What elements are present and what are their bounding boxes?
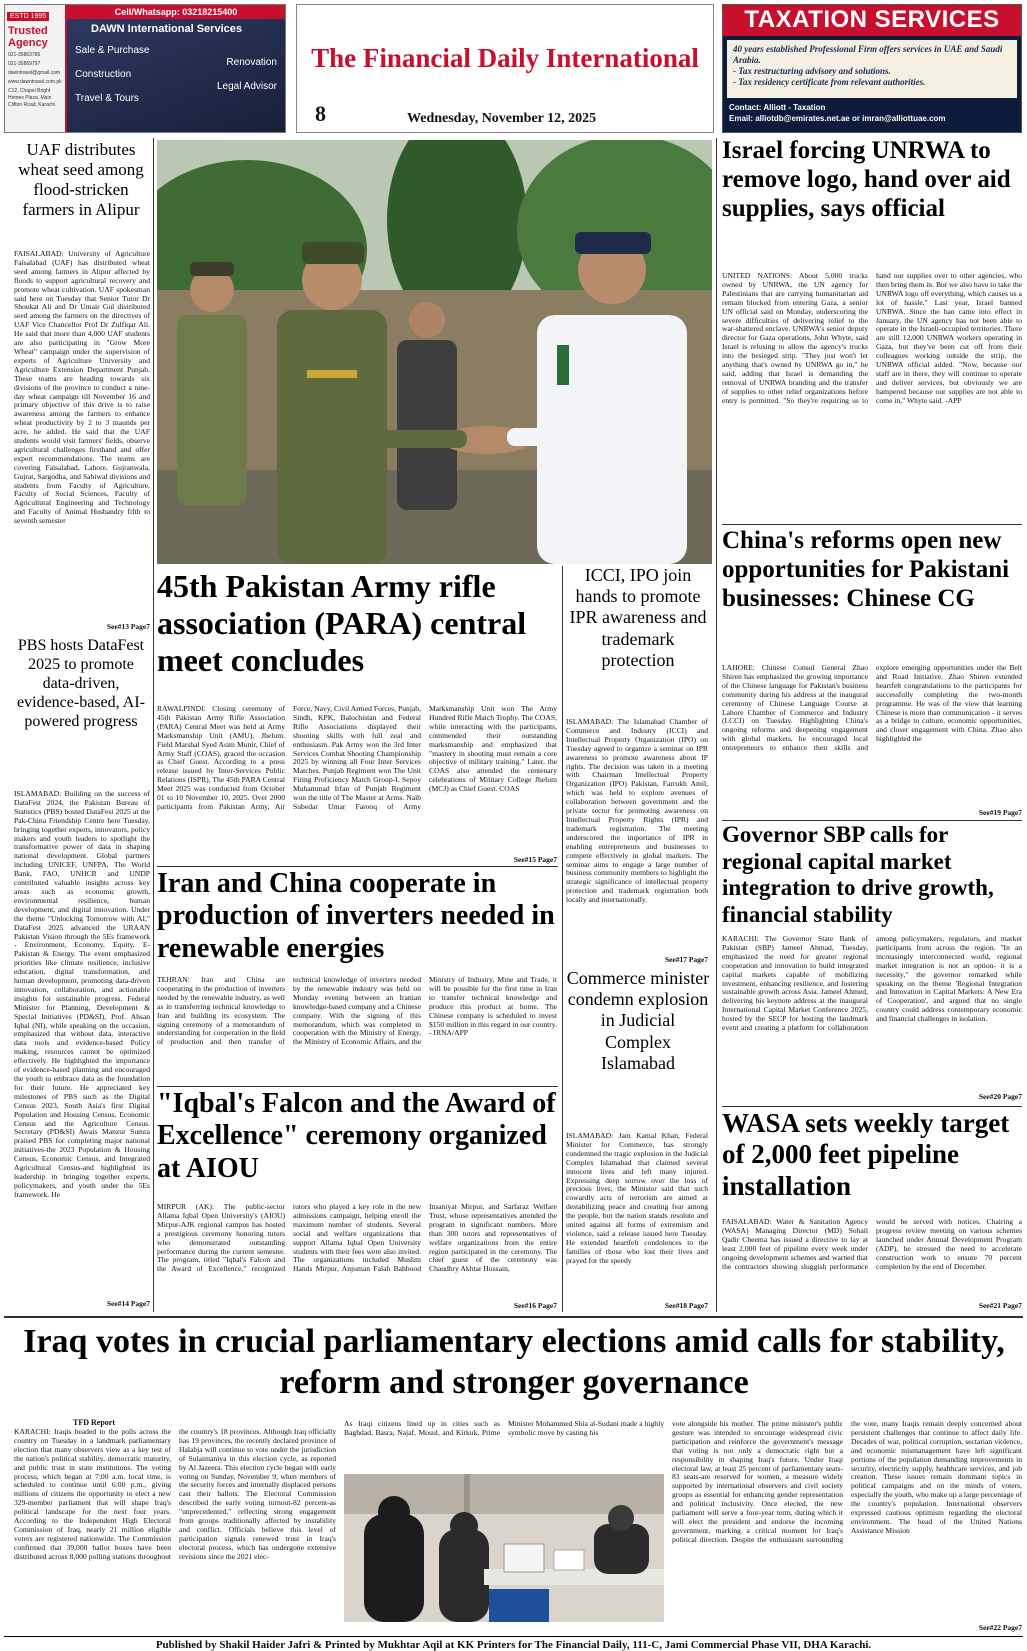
dawn-company-name: DAWN International Services (91, 23, 242, 35)
section-rule (157, 1086, 558, 1087)
para-headline: 45th Pakistan Army rifle association (PARA) central meet concludes (157, 568, 527, 679)
agency-contact-5: C12, Chapel Bright Homes Plaza, Main Clifton Road, Karachi (8, 88, 56, 108)
commerce-body: ISLAMABAD: Jam Kamal Khan, Federal Minister for Commerce, has strongly condemned the tragic explosion in the Judicial Complex Islamabad that claimed several innocent lives and left many injured. Expressing deep sorrow over the loss of precious lives, the Minister said that such cowardly acts of terrorism are aimed at destabilizing peace and creating fear among the people, but the nation stands resolute and united against all forms of extremism and violence, said a release issued here Tuesday. He extended heartfelt condolences to the families of those who lost their lives and prayed for the speedy (566, 1132, 708, 1265)
taxation-line: - Tax residency certificate from relevant authorities. (733, 77, 926, 87)
column-rule (153, 138, 154, 1312)
pbs-continuation: See#14 Page7 (106, 1299, 150, 1308)
taxation-email: Email: alliotdb@emirates.net.ae or imran@alliottuae.com (729, 114, 946, 123)
section-rule (722, 820, 1022, 821)
uaf-continuation: See#13 Page7 (106, 622, 150, 631)
iqbal-body: MIRPUR (AK): The public-sector Allama Iqbal Open University's (AIOU) Mirpur-AJK regional campus has hosted a prestigious ceremony honoring tutors who demonstrated outstanding performance during the current semester. The program, titled "Iqbal's Falcon and the Award of Excellence," recognized tutors who played a key role in the new admissions campaign, helping enroll the maximum number of students. Several social and welfare organizations that support Allama Iqbal Open University students with their fees were also invited. The organizations included Muslim Hands Mirpur, Anjuman Falah Bahbood Insaniyat Mirpur, and Sarfaraz Welfare Trust, whose representatives attended the program in significant numbers. More than 300 tutors and representatives of welfare organizations from the entire region participated in the ceremony. The chief guest of the ceremony was Chaudhry Akhtar Hussain, (157, 1203, 557, 1274)
whatsapp-contact: Cell/Whatsapp: 03218215400 (67, 5, 285, 19)
service-item: Renovation (226, 57, 277, 68)
iraq-polling-illustration (344, 1474, 664, 1622)
section-rule (722, 1106, 1022, 1107)
wasa-body: FAISALABAD: Water & Sanitation Agency (WASA) Managing Director (MD) Sohail Qadir Cheema has issued a directive to lay at least 2,000 feet of pipeline every week under ongoing development schemes and warned that the contractors showing sluggish performance would be served with notices. Chairing a progress review meeting on various schemes launched under Annual Development Program (ADP), he stressed the need to accelerate construction work to ensure 70 percent completion by the end of December. (722, 1218, 1022, 1271)
agency-contact-2: 021-35869797 (8, 61, 41, 67)
page-number: 8 (315, 101, 326, 126)
service-item: Construction (75, 69, 132, 80)
icci-headline: ICCI, IPO join hands to promote IPR awareness and trademark protection (569, 565, 707, 670)
army-ceremony-illustration (157, 140, 712, 564)
masthead (296, 4, 714, 133)
iraq-byline: TFD Report (73, 1418, 115, 1427)
israel-headline: Israel forcing UNRWA to remove logo, hand over aid supplies, says official (722, 137, 1011, 222)
taxation-contact (723, 98, 1021, 128)
china-continuation: See#19 Page7 (978, 808, 1022, 817)
dawn-international-ad (4, 4, 286, 133)
wasa-continuation: See#21 Page7 (978, 1301, 1022, 1310)
iraq-headline: Iraq votes in crucial parliamentary elections amid calls for stability, reform and stronger governance (23, 1323, 1005, 1401)
iraq-body-right: vote alongside his mother. The prime minister's public gesture was intended to encourage widespread civic participation and reinforce the government's message that voting is not only a democratic right but a responsibility in shaping Iraq's future. Under Iraqi electoral law, at least 25 percent of parliamentary seats-83 seats-are reserved for women, a measure widely supported by international observers and civil society groups as essential for enhancing gender representation and political inclusivity. Once elected, the new parliament will serve a four-year term, during which it will elect the president and endorse the incoming government, marking a critical moment for Iraq's political direction. Despite the enthusiasm surrounding the vote, many Iraqis remain deeply concerned about persistent challenges that continue to affect daily life. Decades of war, political corruption, sectarian violence, and economic mismanagement have left significant portions of the population demanding improvements in security, electricity supply, healthcare services, and job creation. These issues remain dominant topics in political campaigns and on the minds of voters, especially the youth, who make up a large percentage of the country's population. International observers expressed cautious optimism regarding the electoral environment. The head of the United Nations Assistance Mission (672, 1420, 1022, 1544)
agency-contact-4: www.dawntravel.com.pk (8, 79, 62, 85)
sbp-body: KARACHI: The Governor State Bank of Pakistan (SBP) Jameel Ahmad, Tuesday, emphasized the need for greater regional cooperation and innovation to build integrated capital markets capable of mobilizing investment, enhancing resilience, and fostering sustainable growth across Asia. Jameel Ahmed, delivering his keynote address at the inaugural International Capital Market Conference 2025, hosted by the SECP for hosting the landmark event and creating a platform for collaboration among policymakers, regulators, and market participants from across the region. "In an increasingly interconnected world, regional market integration is not an option- it is a necessity," the governor remarked while speaking on the theme 'Regional Integration and Innovation in Capital Markets: A New Era of Cooperation', and argued that no single country could address contemporary economic and financial challenges in isolation. (722, 935, 1022, 1033)
icci-body: ISLAMABAD: The Islamabad Chamber of Commerce and Industry (ICCI) and Intellectual Property Organization (IPO) on Tuesday agreed to organize a seminar on IPR awareness to promote awareness about IP rights. The decision was taken in a meeting with Chairman Intellectual Property Organization (IPO) Pakistan, Farrukh Amil, which was held to explore avenues of collaboration between government and the private sector for promoting awareness on Intellectual Property Rights (IPR) and trademark registration. The meeting underscored the importance of IPR in enabling entrepreneurs and businesses to compete effectively in global markets. The seminar aims to engage a large number of business community members to highlight the strategic significance of intellectual property protection and trademark registration both locally and internationally. (566, 718, 708, 905)
taxation-line: - Tax restructuring advisory and solutions. (733, 66, 891, 76)
section-rule (157, 866, 558, 867)
section-rule (4, 1316, 1023, 1318)
israel-body: UNITED NATIONS: About 5,000 trucks owned by UNRWA, the UN agency for Palestinians that are carrying humanitarian aid remain blocked from entering Gaza, a senior UN official said on Monday, underscoring the severe difficulties of delivering relief to the war-shattered enclave. UNRWA's senior deputy director for Gaza operations, John Whyte, said Israel is refusing to allow the agency's trucks into the besieged strip. "They just won't let anything that's owned by UNRWA go in," he said, adding that Israel is demanding the removal of UNRWA branding and the transfer of supplies to other relief organizations before entry is permitted. "So they're requiring us to hand our supplies over to other agencies, who then bring them in. But we also have to take the UNRWA logo off everything, which causes us a lot of hassle." Last year, Israel banned UNRWA. Since the ban came into effect in January, the UN agency has not been able to operate in the Israeli-occupied territories. There are still 12,000 UNRWA workers operating in Gaza, but they've been cut off from their colleagues working outside the strip, the UNRWA official added. "Now, because our staff are in there, they will continue to operate and deliver services, but obviously we are hampered because our supplies are not able to come in," Whyte said. -APP (722, 272, 1022, 405)
commerce-continuation: See#18 Page7 (664, 1301, 708, 1310)
agency-contact-1: 021-35863785 (8, 52, 41, 58)
iraq-body-mid: As Iraqi citizens lined up in cities such as Baghdad, Basra, Najaf, Mosul, and Kirkuk, Prime Minister Mohammed Shia al-Sudani made a highly symbolic move by casting his (344, 1420, 664, 1437)
section-rule (722, 524, 1022, 525)
icci-continuation: See#17 Page7 (664, 955, 708, 964)
taxation-line: 40 years established Professional Firm offers services in UAE and Saudi Arabia. (733, 44, 1003, 65)
iqbal-continuation: See#16 Page7 (513, 1301, 557, 1310)
service-item: Sale & Purchase (75, 45, 150, 56)
dawn-services-panel (67, 5, 285, 132)
taxation-heading: TAXATION SERVICES (723, 5, 1021, 36)
agency-contact-3: dawntravel@gmail.com (8, 70, 61, 76)
column-rule (716, 138, 717, 1312)
iran-headline: Iran and China cooperate in production of inverters needed in renewable energies (157, 868, 555, 964)
estd-badge: ESTD 1995 (7, 12, 49, 21)
iraq-continuation: See#22 Page7 (978, 1623, 1022, 1632)
sbp-headline: Governor SBP calls for regional capital market integration to drive growth, financial stability (722, 822, 994, 928)
para-body: RAWALPINDI: Closing ceremony of 45th Pakistan Army Rifle Association (PARA) Central Meet was held at Army Marksmanship Unit (AMU), Jhelum. Field Marshal Syed Asim Munir, Chief of Army Staff (COAS), graced the occasion as Chief Guest. According to a press release issued by Inter-Services Public Relations (ISPR), The 45th PARA Central Meet 2025 was conducted from October 01 to 10 November 10, 2025. Over 2000 participants from Pakistan Army, Air Force, Navy, Civil Armed Forces, Punjab, Sindh, KPK, Balochistan and Federal Rifle Associations displayed their shooting skills with full zeal and enthusiasm. Pak Army won the 3rd Inter Services Combat Shooting Championship 2025 by winning all Four Inter Services Matches. Punjab Regiment won The Unit Firing Proficiency Match Group-I. Sepoy Muhammad Irfan of Punjab Regiment won the title of The Master at Arms. Naib Subedar Umar Farooq of Army Marksmanship Unit won The Army Hundred Rifle Match Trophy. The COAS, while interacting with the participants, commended their outstanding marksmanship and emphasized that "mastery in shooting must remain a core objective of military training." Later, the COAS also attended the centenary celebrations of Military College Jhelum (MCJ) as Chief Guest. COAS (157, 705, 557, 811)
wasa-headline: WASA sets weekly target of 2,000 feet pipeline installation (722, 1108, 1010, 1201)
uaf-headline: UAF distributes wheat seed among flood-stricken farmers in Alipur (18, 140, 144, 220)
army-ceremony-photo (157, 140, 712, 564)
uaf-body: FAISALABAD: University of Agriculture Faisalabad (UAF) has distributed wheat seed among farmers in Alipur affected by floods to support agricultural recovery and promote wheat cultivation. UAF spokesman said here on Tuesday that Senior Tutor Dr Shoukat Ali and Dr Umair Gul distributed seed among the farmers on the directives of UAF Vice Chancellor Prof Dr Zulfiqar Ali. He said that more than 4,000 UAF students are also participating in "Grow More Wheat" campaign under the supervision of experts of Agriculture University and Agriculture Extension Department Punjab. These teams are heading towards six divisions of the province to conduct a nine-day wheat campaign till November 16 and primary objective of this drive is to raise awareness among the farmers to enhance wheat productivity by 2 to 3 maunds per acre, he added. He said that the UAF students would visit farmers' fields, observe agricultural challenges firsthand and offer expert recommendations. The teams are covering Faisalabad, Lahore, Gujranwala, Gujrat, Sargodha, and Sahiwal divisions and students from Faculty of Agriculture, Faculty of Social Sciences, Faculty of Agricultural Engineering and Technology and Faculty of Animal Husbandry fifth to seventh semester (14, 250, 150, 526)
service-item: Legal Advisor (216, 81, 277, 92)
agency-name: Trusted Agency (8, 25, 48, 49)
taxation-body (727, 40, 1017, 98)
newspaper-title: The Financial Daily International (311, 43, 699, 73)
taxation-services-ad (722, 4, 1022, 133)
issue-date: Wednesday, November 12, 2025 (407, 111, 597, 126)
iraq-body-left: KARACHI: Iraqis headed to the polls across the country on Tuesday in a landmark parliamentary election that many observers view as a key test of the nation's political stability, democratic maturity, and public trust in state institutions. The voting process, which began at 7:00 a.m. local time, is scheduled to continue until 6:00 p.m., giving millions of citizens the opportunity to elect a new 329-member parliament that will shape Iraq's political landscape for the next four years. According to the Independent High Electoral Commission of Iraq, nearly 21 million eligible voters are registered nationwide. The Commission confirmed that 39,000 ballot boxes have been distributed across 8,000 polling stations throughout the country's 18 provinces. Although Iraq officially has 19 provinces, the recently declared province of Halabja will continue to vote under the jurisdiction of Sulaimaniya in this election cycle, as reported by Al Jazeera. This election cycle began with early voting on Sunday, November 9, when members of the security forces and internally displaced persons cast their ballots. The Electoral Commission described the early voting turnout-82 percent-as "unprecedented," reflecting strong engagement from groups traditionally affected by instability and conflict. Officials believe this level of participation signals renewed trust in Iraq's electoral process, which has undergone extensive revisions since the 2021 elec- (14, 1428, 336, 1561)
column-rule (562, 566, 563, 1312)
iran-body: TEHRAN: Iran and China are cooperating in the production of inverters needed by the renewable industry, as well as in transferring technical knowledge to Iran and building its ecosystem. The signing ceremony of a memorandum of understanding for cooperation in the field of production and then transfer of technical knowledge of inverters needed by the renewable industry was held on Monday evening between an Iranian knowledge-based company and a Chinese company. With the signing of this memorandum, which was completed in cooperation with the Ministry of Energy, the Ministry of Economic Affairs, and the Ministry of Industry, Mine and Trade, it will be possible for the first time in Iran to transfer technical knowledge and produce this product at home. The Chinese company is scheduled to invest $150 million in this regard in our country. - IRNA/APP (157, 976, 557, 1047)
sbp-continuation: See#20 Page7 (978, 1092, 1022, 1101)
china-headline: China's reforms open new opportunities for Pakistani businesses: Chinese CG (722, 527, 1010, 612)
taxation-contact-name: Contact: Alliott - Taxation (729, 103, 826, 112)
pbs-headline: PBS hosts DataFest 2025 to promote data-driven, evidence-based, AI-powered progress (17, 637, 145, 730)
iraq-polling-photo (344, 1474, 664, 1622)
service-item: Travel & Tours (75, 93, 139, 104)
iqbal-headline: "Iqbal's Falcon and the Award of Excellence" ceremony organized at AIOU (157, 1088, 556, 1184)
para-continuation: See#15 Page7 (513, 855, 557, 864)
trusted-agency-panel (5, 5, 67, 133)
pbs-body: ISLAMABAD: Building on the success of DataFest 2024, the Pakistan Bureau of Statistics (PBS) hosted DataFest 2025 at the Pak-China Friendship Centre here Tuesday, bringing together experts, innovators, policy makers and youth leaders to spotlight the transformative power of data in shaping national development. Global partners including UNICEF, UNFPA, The World Bank, FAO, UNHCR and UNDP contributed valuable insights across key areas such as economic growth, environmental resilience, human development, and digital innovation. Under the theme "Unlocking Tomorrow with AI," DataFest 2025 advanced the URAAN Pakistan Vision through the 5Es framework - Environment, Economy, Equity, E-Pakistan & Energy. The event emphasized priorities like climate resilience, inclusive education, digital transformation, and human development, promoting data-driven innovation, collaboration, and actionable insights for sustainable progress. Federal Minister for Planning, Development & Special Initiatives (PD&SI), Prof. Ahsan Iqbal (NI), while speaking on the occasion, emphasized that without data, interactive data tools and evidence-based Policy making, resources cannot be optimized effectively. He highlighted the importance of evidence-based planning and encouraged the youth to embrace data as the foundation for their future. He appreciated key milestones of PBS such as the Digital Census 2023, South Asia's first Digital Population and Housing Census, Economic Census and the Agriculture Census. Secretary (PD&SI) Awais Manzur Sumra praised PBS for completing major national initiatives-the 2023 Population & Housing Census, Economic Census, and Integrated Agricultural Census-and highlighted its leadership in bringing together experts, policymakers, and youth under the 5Es framework. He (14, 790, 150, 1199)
publisher-imprint: Published by Shakil Haider Jafri & Printed by Mukhtar Aqil at KK Printers for The Financial Daily, 111-C, Jami Commercial Phase VII, DHA Karachi. (4, 1636, 1023, 1651)
china-body: LAHORE: Chinese Consul General Zhao Shiren has emphasized the growing importance of the Chinese language for Pakistan's business community during his address at the inaugural ceremony of Chinese Language Course at Lahore Chamber of Commerce and Industry (LCCI) on Tuesday. Highlighting China's ongoing reforms and deepening engagement with global markets, he encouraged local entrepreneurs to enhance their skills and explore emerging opportunities under the Belt and Road Initiative. Zhao Shiren extended heartfelt congratulations to the participants for successfully completing the two-month programme. He was of the view that learning Chinese is more than communication - it serves as a bridge to culture, economic opportunities, and closer engagement with China. Zhao also highlighted the (722, 664, 1022, 753)
commerce-headline: Commerce minister condemn explosion in Judicial Complex Islamabad (566, 968, 710, 1073)
